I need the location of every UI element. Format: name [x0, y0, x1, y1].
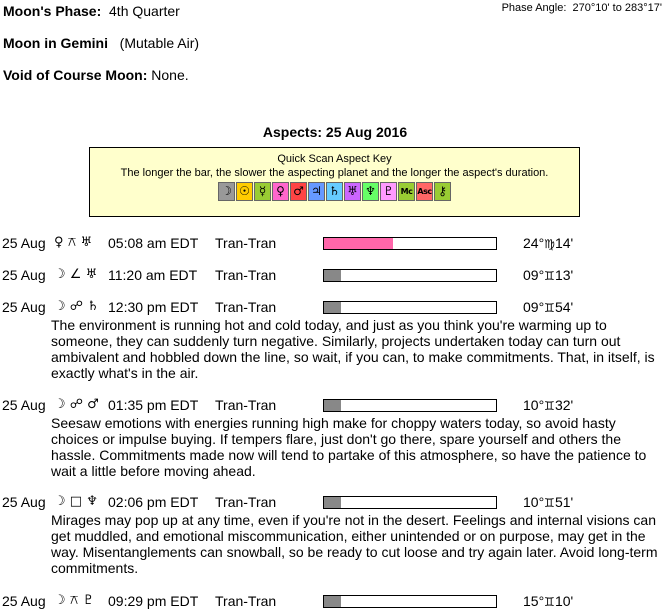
void-of-course-line: [3, 67, 189, 83]
aspect-duration-fill: [324, 302, 341, 313]
key-glyph-icon: Asc: [416, 182, 433, 201]
aspect-key-description: The longer the bar, the slower the aspecting planet and the longer the aspect's duration.: [120, 167, 549, 179]
phase-angle: [502, 2, 662, 14]
aspect-row: [2, 235, 662, 253]
key-glyph-icon: ♇: [380, 182, 397, 201]
key-glyph-icon: ♀: [272, 182, 289, 201]
aspect-row: [2, 299, 662, 317]
aspect-date: 25 Aug: [2, 267, 46, 283]
key-glyph-icon: ♃: [308, 182, 325, 201]
key-glyph-icon: ♅: [344, 182, 361, 201]
aspect-type: Tran-Tran: [215, 299, 277, 315]
aspect-time: 12:30 pm EDT: [108, 299, 199, 315]
aspect-duration-bar: [323, 301, 497, 314]
aspect-degree: [523, 235, 573, 251]
aspect-type: Tran-Tran: [215, 235, 277, 251]
aspect-type: Tran-Tran: [215, 494, 277, 510]
key-glyph-icon: ☽: [218, 182, 235, 201]
aspect-minutes: 14': [554, 235, 574, 251]
moon-phase-line: [3, 3, 180, 19]
aspect-date: 25 Aug: [2, 494, 46, 510]
aspect-minutes: 54': [554, 299, 574, 315]
aspect-time: 05:08 am EDT: [108, 235, 199, 251]
aspect-duration-bar: [323, 269, 497, 282]
aspect-degree-value: 15°: [523, 593, 545, 609]
aspect-degree: [523, 494, 573, 510]
aspect-minutes: 32': [554, 397, 574, 413]
aspect-duration-fill: [324, 238, 393, 249]
zodiac-sign-icon: ♊: [544, 269, 555, 283]
key-glyph-icon: ⚷: [434, 182, 451, 201]
moon-sign-value: (Mutable Air): [119, 35, 200, 51]
aspect-degree: [523, 397, 573, 413]
aspect-date: 25 Aug: [2, 235, 46, 251]
aspect-row: [2, 494, 662, 512]
void-of-course-value: None.: [151, 67, 189, 83]
aspect-key-title: Quick Scan Aspect Key: [277, 153, 392, 165]
void-of-course-label: Void of Course Moon:: [3, 67, 148, 83]
aspect-glyphs: ☽ ⚻ ♇: [54, 593, 95, 608]
aspect-glyphs: ☽ ☍ ♂: [54, 397, 99, 412]
aspect-duration-bar: [323, 237, 497, 250]
key-glyph-icon: ☉: [236, 182, 253, 201]
aspect-duration-fill: [324, 270, 341, 281]
aspect-duration-bar: [323, 595, 497, 608]
aspect-glyphs: ☽ ☍ ♄: [54, 299, 99, 314]
aspect-minutes: 51': [554, 494, 574, 510]
aspect-degree-value: 24°: [523, 235, 545, 251]
aspect-degree-value: 09°: [523, 299, 545, 315]
aspect-row: [2, 593, 662, 611]
aspect-time: 01:35 pm EDT: [108, 397, 199, 413]
aspect-time: 09:29 pm EDT: [108, 593, 199, 609]
aspect-glyphs: ☽ ∠ ♅: [54, 267, 98, 282]
zodiac-sign-icon: ♊: [544, 301, 555, 315]
moon-sign-line: [3, 35, 199, 51]
aspect-time: 11:20 am EDT: [108, 267, 198, 283]
aspect-type: Tran-Tran: [215, 397, 277, 413]
zodiac-sign-icon: ♊: [544, 399, 555, 413]
zodiac-sign-icon: ♊: [544, 496, 555, 510]
aspect-degree-value: 10°: [523, 397, 545, 413]
phase-angle-label: Phase Angle:: [501, 2, 567, 14]
moon-phase-label: Moon's Phase:: [3, 3, 102, 19]
aspect-glyphs: ☽ □ ♆: [54, 494, 98, 509]
moon-sign-label: Moon in Gemini: [3, 35, 108, 51]
aspect-type: Tran-Tran: [215, 267, 277, 283]
phase-angle-value: 270°10' to 283°17': [572, 2, 662, 14]
aspect-duration-fill: [324, 596, 341, 607]
aspect-description: Mirages may pop up at any time, even if you're not in the desert. Feelings and internal visions can get muddled, and emotional miscommunication, either unintended or on purpose, may get in the way. Misentanglements can snowball, so be ready to cut loose and try again later. Avoid long-term commitments.: [51, 512, 658, 576]
aspects-title: Aspects: 25 Aug 2016: [262, 124, 408, 140]
aspect-degree: [523, 267, 573, 283]
aspect-row: [2, 397, 662, 415]
aspect-minutes: 13': [554, 267, 574, 283]
aspect-date: 25 Aug: [2, 299, 46, 315]
key-glyph-icon: ☿: [254, 182, 271, 201]
aspect-degree-value: 10°: [523, 494, 545, 510]
aspect-degree: [523, 593, 573, 609]
aspect-duration-fill: [324, 497, 341, 508]
moon-phase-value: 4th Quarter: [109, 3, 180, 19]
key-glyph-icon: Mc: [398, 182, 415, 201]
zodiac-sign-icon: ♍: [544, 237, 555, 251]
aspect-degree-value: 09°: [523, 267, 545, 283]
key-glyph-icon: ♄: [326, 182, 343, 201]
aspect-minutes: 10': [554, 593, 574, 609]
aspect-description: Seesaw emotions with energies running high make for choppy waters today, so avoid hasty choices or impulse buying. If tempers flare, just don't go there, spare yourself and others the hassle. Commitments made now will tend to partake of this atmosphere, so have the patience to wait a little before moving ahead.: [51, 415, 647, 479]
aspect-duration-fill: [324, 400, 341, 411]
key-glyph-icon: ♂: [290, 182, 307, 201]
aspect-time: 02:06 pm EDT: [108, 494, 199, 510]
aspect-date: 25 Aug: [2, 397, 46, 413]
aspect-key-box: [89, 147, 580, 217]
aspect-duration-bar: [323, 399, 497, 412]
aspect-type: Tran-Tran: [215, 593, 277, 609]
aspect-duration-bar: [323, 496, 497, 509]
aspect-row: [2, 267, 662, 285]
aspect-glyphs: ♀ ⚻ ♅: [54, 235, 93, 250]
key-glyph-icon: ♆: [362, 182, 379, 201]
aspect-date: 25 Aug: [2, 593, 46, 609]
aspect-description: The environment is running hot and cold today, and just as you think you're warming up to someone, they can suddenly turn negative. Similarly, projects undertaken today can turn out ambivalent and hobbled down the line, so wait, if you can, to make commitments. That, in itself, is exactly what's in the air.: [51, 317, 655, 381]
aspect-key-glyphs: [90, 182, 579, 201]
zodiac-sign-icon: ♊: [544, 595, 555, 609]
aspect-degree: [523, 299, 573, 315]
